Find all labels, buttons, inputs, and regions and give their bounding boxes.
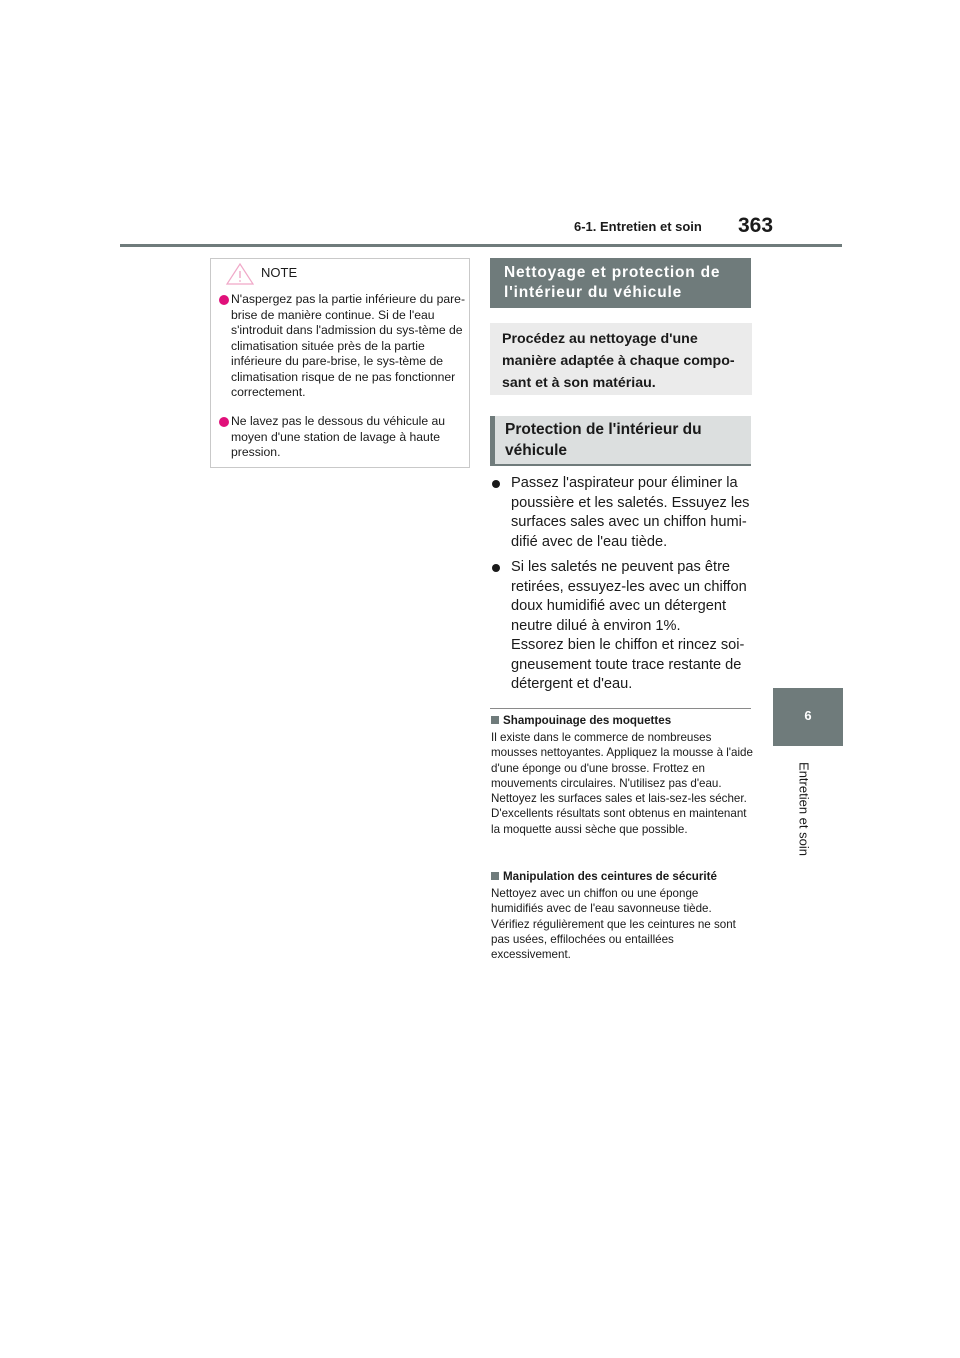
page-number: 363 bbox=[738, 214, 774, 237]
note-item-text: Ne lavez pas le dessous du véhicule au moyen d'une station de lavage à haute pression. bbox=[231, 414, 446, 459]
list-item-text: Si les saletés ne peuvent pas être retirées, essuyez-les avec un chiffon doux humidifié avec un détergent neutre dilué à environ 1%. bbox=[511, 559, 747, 634]
warning-triangle-icon bbox=[225, 262, 255, 286]
section-banner bbox=[490, 258, 751, 308]
info-heading-text: Shampouinage des moquettes bbox=[503, 714, 672, 727]
square-bullet-icon bbox=[491, 872, 499, 880]
info-block bbox=[491, 713, 753, 837]
bullet-icon bbox=[492, 564, 500, 572]
square-bullet-icon bbox=[491, 716, 499, 724]
note-header bbox=[211, 259, 469, 283]
chapter-label bbox=[794, 756, 814, 862]
note-box bbox=[210, 258, 470, 468]
info-heading-text: Manipulation des ceintures de sécurité bbox=[503, 870, 717, 883]
note-item-text: N'aspergez pas la partie inférieure du pare-brise de manière continue. Si de l'eau s'introduit dans l'admission du sys-tème de climatisation située près de la partie inférieure du pare-brise, le sys-tème de climatisation risque de ne pas fonctionner correctement. bbox=[231, 292, 466, 399]
info-heading bbox=[491, 869, 753, 884]
note-bullet-icon bbox=[219, 295, 229, 305]
list-item-text: Essorez bien le chiffon et rincez soi-gneusement toute trace restante de détergent et d'eau. bbox=[511, 637, 745, 692]
info-heading bbox=[491, 713, 753, 728]
note-item bbox=[219, 414, 469, 461]
intro-box bbox=[490, 323, 752, 395]
chapter-tab bbox=[773, 688, 843, 746]
section-title: Nettoyage et protection de l'intérieur du véhicule bbox=[504, 264, 721, 301]
note-bullet-icon bbox=[219, 417, 229, 427]
list-item-continuation bbox=[491, 636, 753, 695]
info-divider bbox=[490, 708, 751, 709]
info-body: Il existe dans le commerce de nombreuses mousses nettoyantes. Appliquez la mousse à l'aide d'une éponge ou d'une brosse. Frottez en mouvements circulaires. N'utilisez pas d'eau. Nettoyez les surfaces sales et lais-sez-les sécher. D'excellents résultats sont obtenus en maintenant la moquette aussi sèche que possible. bbox=[491, 731, 753, 836]
info-body: Nettoyez avec un chiffon ou une éponge humidifiés avec de l'eau savonneuse tiède. Vérifiez régulièrement que les ceintures ne sont pas usées, effilochées ou entaillées excessivement. bbox=[491, 887, 736, 962]
instruction-list bbox=[491, 474, 753, 701]
list-item-text: Passez l'aspirateur pour éliminer la poussière et les saletés. Essuyez les surfaces sales avec un chiffon humi-difié avec de l'eau tiède. bbox=[511, 475, 750, 550]
subheading-box bbox=[490, 416, 751, 466]
subheading-title: Protection de l'intérieur du véhicule bbox=[505, 421, 702, 459]
note-title: NOTE bbox=[261, 265, 298, 280]
list-item bbox=[491, 474, 753, 552]
section-header: 6-1. Entretien et soin bbox=[574, 219, 702, 234]
chapter-number: 6 bbox=[804, 708, 812, 723]
bullet-icon bbox=[492, 480, 500, 488]
note-item bbox=[219, 292, 469, 401]
header-divider bbox=[120, 244, 842, 247]
intro-text: Procédez au nettoyage d'une manière adaptée à chaque compo-sant et à son matériau. bbox=[502, 331, 735, 391]
chapter-label-text: Entretien et soin bbox=[796, 762, 812, 856]
list-item bbox=[491, 558, 753, 636]
info-block bbox=[491, 869, 753, 962]
